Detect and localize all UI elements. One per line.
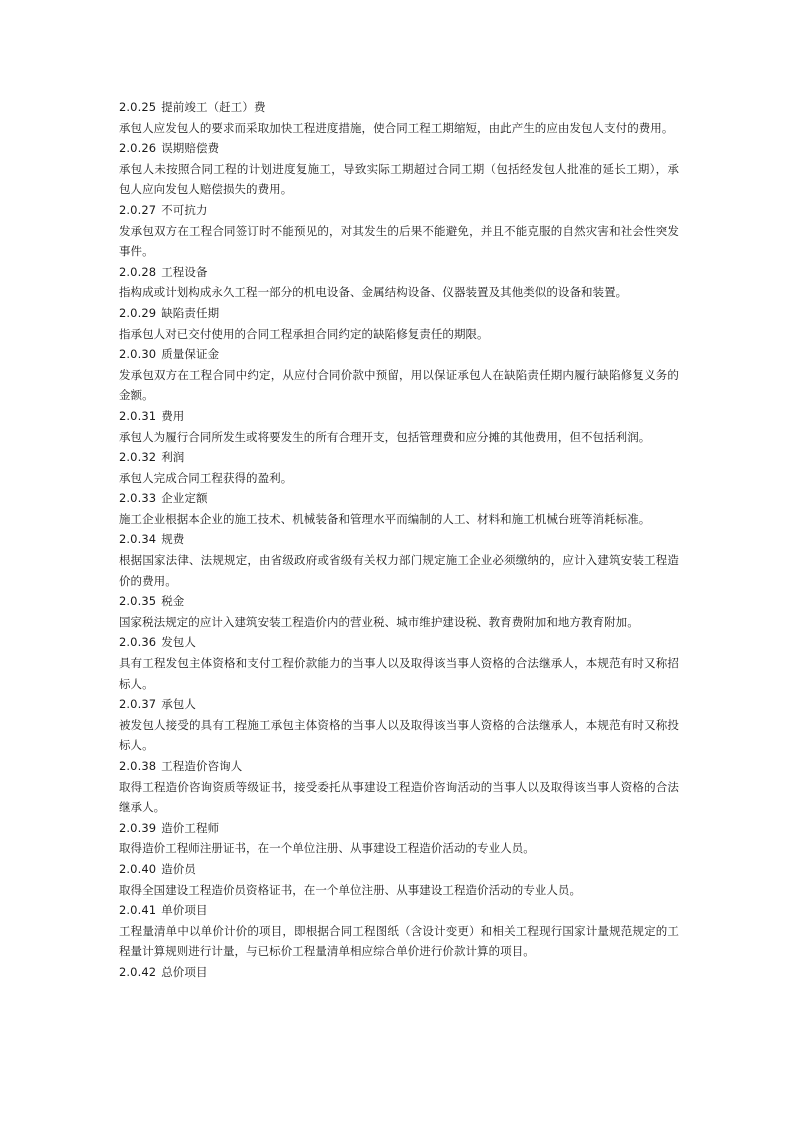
clause-number: 2.0.32 xyxy=(119,450,157,465)
entry-2-0-31 xyxy=(119,406,679,447)
entry-2-0-37 xyxy=(119,694,679,756)
clause-number: 2.0.26 xyxy=(119,141,157,156)
term-name: 利润 xyxy=(161,450,185,465)
term-heading xyxy=(119,818,679,839)
clause-number: 2.0.41 xyxy=(119,903,157,918)
term-name: 工程设备 xyxy=(161,264,208,279)
clause-number: 2.0.35 xyxy=(119,594,157,609)
term-heading xyxy=(119,632,679,653)
clause-number: 2.0.27 xyxy=(119,202,157,217)
term-name: 费用 xyxy=(161,408,185,423)
term-name: 工程造价咨询人 xyxy=(161,759,243,773)
term-name: 造价工程师 xyxy=(161,820,220,835)
clause-number: 2.0.36 xyxy=(119,635,157,650)
term-definition: 指构成或计划构成永久工程一部分的机电设备、金属结构设备、仪器装置及其他类似的设备和装置。 xyxy=(119,285,628,300)
term-definition: 发承包双方在工程合同签订时不能预见的，对其发生的后果不能避免，并且不能克服的自然灾害和社会性突发事件。 xyxy=(119,223,679,259)
term-name: 不可抗力 xyxy=(161,202,208,217)
entry-2-0-26 xyxy=(119,138,679,200)
clause-number: 2.0.28 xyxy=(119,264,157,279)
term-definition: 取得全国建设工程造价员资格证书，在一个单位注册、从事建设工程造价活动的专业人员。 xyxy=(119,882,581,897)
term-definition: 发承包双方在工程合同中约定，从应付合同价款中预留，用以保证承包人在缺陷责任期内履行缺陷修复义务的金额。 xyxy=(119,367,679,403)
term-heading xyxy=(119,529,679,550)
document-body xyxy=(119,97,679,983)
term-heading xyxy=(119,97,679,118)
term-heading xyxy=(119,447,679,468)
term-definition: 根据国家法律、法规规定，由省级政府或省级有关权力部门规定施工企业必须缴纳的，应计入建筑安装工程造价的费用。 xyxy=(119,553,679,588)
term-definition: 承包人完成合同工程获得的盈利。 xyxy=(119,470,293,485)
term-definition: 承包人应发包人的要求而采取加快工程进度措施，使合同工程工期缩短，由此产生的应由发包人支付的费用。 xyxy=(119,120,674,135)
term-heading xyxy=(119,200,679,221)
entry-2-0-42 xyxy=(119,962,679,983)
term-definition: 工程量清单中以单价计价的项目，即根据合同工程图纸（含设计变更）和相关工程现行国家计量规范规定的工程量计算规则进行计量，与已标价工程量清单相应综合单价进行价款计算的项目。 xyxy=(119,923,679,959)
entry-2-0-29 xyxy=(119,303,679,344)
entry-2-0-27 xyxy=(119,200,679,262)
term-name: 承包人 xyxy=(161,697,196,712)
term-heading xyxy=(119,756,679,777)
clause-number: 2.0.29 xyxy=(119,305,157,320)
term-name: 造价员 xyxy=(161,861,196,876)
term-definition: 承包人未按照合同工程的计划进度复施工，导致实际工期超过合同工期（包括经发包人批准的延长工期），承包人应向发包人赔偿损失的费用。 xyxy=(119,161,679,197)
entry-2-0-32 xyxy=(119,447,679,488)
term-heading xyxy=(119,962,679,983)
term-name: 发包人 xyxy=(161,635,196,650)
term-name: 质量保证金 xyxy=(161,347,220,362)
entry-2-0-40 xyxy=(119,859,679,900)
term-name: 总价项目 xyxy=(161,964,208,979)
clause-number: 2.0.31 xyxy=(119,408,157,423)
term-definition: 被发包人接受的具有工程施工承包主体资格的当事人以及取得该当事人资格的合法继承人，本规范有时又称投标人。 xyxy=(119,717,679,753)
term-name: 规费 xyxy=(161,532,185,547)
term-name: 税金 xyxy=(161,594,185,609)
entry-2-0-38 xyxy=(119,756,679,818)
clause-number: 2.0.25 xyxy=(119,100,157,114)
term-heading xyxy=(119,694,679,715)
term-name: 企业定额 xyxy=(161,491,208,506)
entry-2-0-30 xyxy=(119,344,679,406)
entry-2-0-41 xyxy=(119,900,679,962)
term-definition: 指承包人对已交付使用的合同工程承担合同约定的缺陷修复责任的期限。 xyxy=(119,326,489,341)
term-heading xyxy=(119,488,679,509)
term-heading xyxy=(119,406,679,427)
term-name: 提前竣工（赶工）费 xyxy=(161,100,266,114)
entry-2-0-35 xyxy=(119,591,679,632)
term-definition: 取得造价工程师注册证书，在一个单位注册、从事建设工程造价活动的专业人员。 xyxy=(119,841,535,856)
clause-number: 2.0.37 xyxy=(119,697,157,712)
term-definition: 承包人为履行合同所发生或将要发生的所有合理开支，包括管理费和应分摊的其他费用，但不包括利润。 xyxy=(119,429,651,444)
clause-number: 2.0.34 xyxy=(119,532,157,547)
term-heading xyxy=(119,900,679,921)
term-name: 单价项目 xyxy=(161,903,208,918)
term-heading xyxy=(119,262,679,283)
term-name: 误期赔偿费 xyxy=(161,141,220,156)
term-definition: 施工企业根据本企业的施工技术、机械装备和管理水平而编制的人工、材料和施工机械台班等消耗标准。 xyxy=(119,511,651,526)
clause-number: 2.0.38 xyxy=(119,759,157,773)
entry-2-0-39 xyxy=(119,818,679,859)
clause-number: 2.0.30 xyxy=(119,347,157,362)
entry-2-0-33 xyxy=(119,488,679,529)
term-definition: 具有工程发包主体资格和支付工程价款能力的当事人以及取得该当事人资格的合法继承人，本规范有时又称招标人。 xyxy=(119,656,679,691)
term-heading xyxy=(119,303,679,324)
term-heading xyxy=(119,344,679,365)
clause-number: 2.0.42 xyxy=(119,964,157,979)
entry-2-0-25 xyxy=(119,97,679,138)
entry-2-0-34 xyxy=(119,529,679,591)
clause-number: 2.0.39 xyxy=(119,820,157,835)
term-heading xyxy=(119,138,679,159)
term-heading xyxy=(119,859,679,880)
term-heading xyxy=(119,591,679,612)
entry-2-0-36 xyxy=(119,632,679,694)
term-definition: 国家税法规定的应计入建筑安装工程造价内的营业税、城市维护建设税、教育费附加和地方教育附加。 xyxy=(119,614,639,629)
clause-number: 2.0.40 xyxy=(119,861,157,876)
term-name: 缺陷责任期 xyxy=(161,305,220,320)
entry-2-0-28 xyxy=(119,262,679,303)
term-definition: 取得工程造价咨询资质等级证书，接受委托从事建设工程造价咨询活动的当事人以及取得该当事人资格的合法继承人。 xyxy=(119,779,679,815)
clause-number: 2.0.33 xyxy=(119,491,157,506)
